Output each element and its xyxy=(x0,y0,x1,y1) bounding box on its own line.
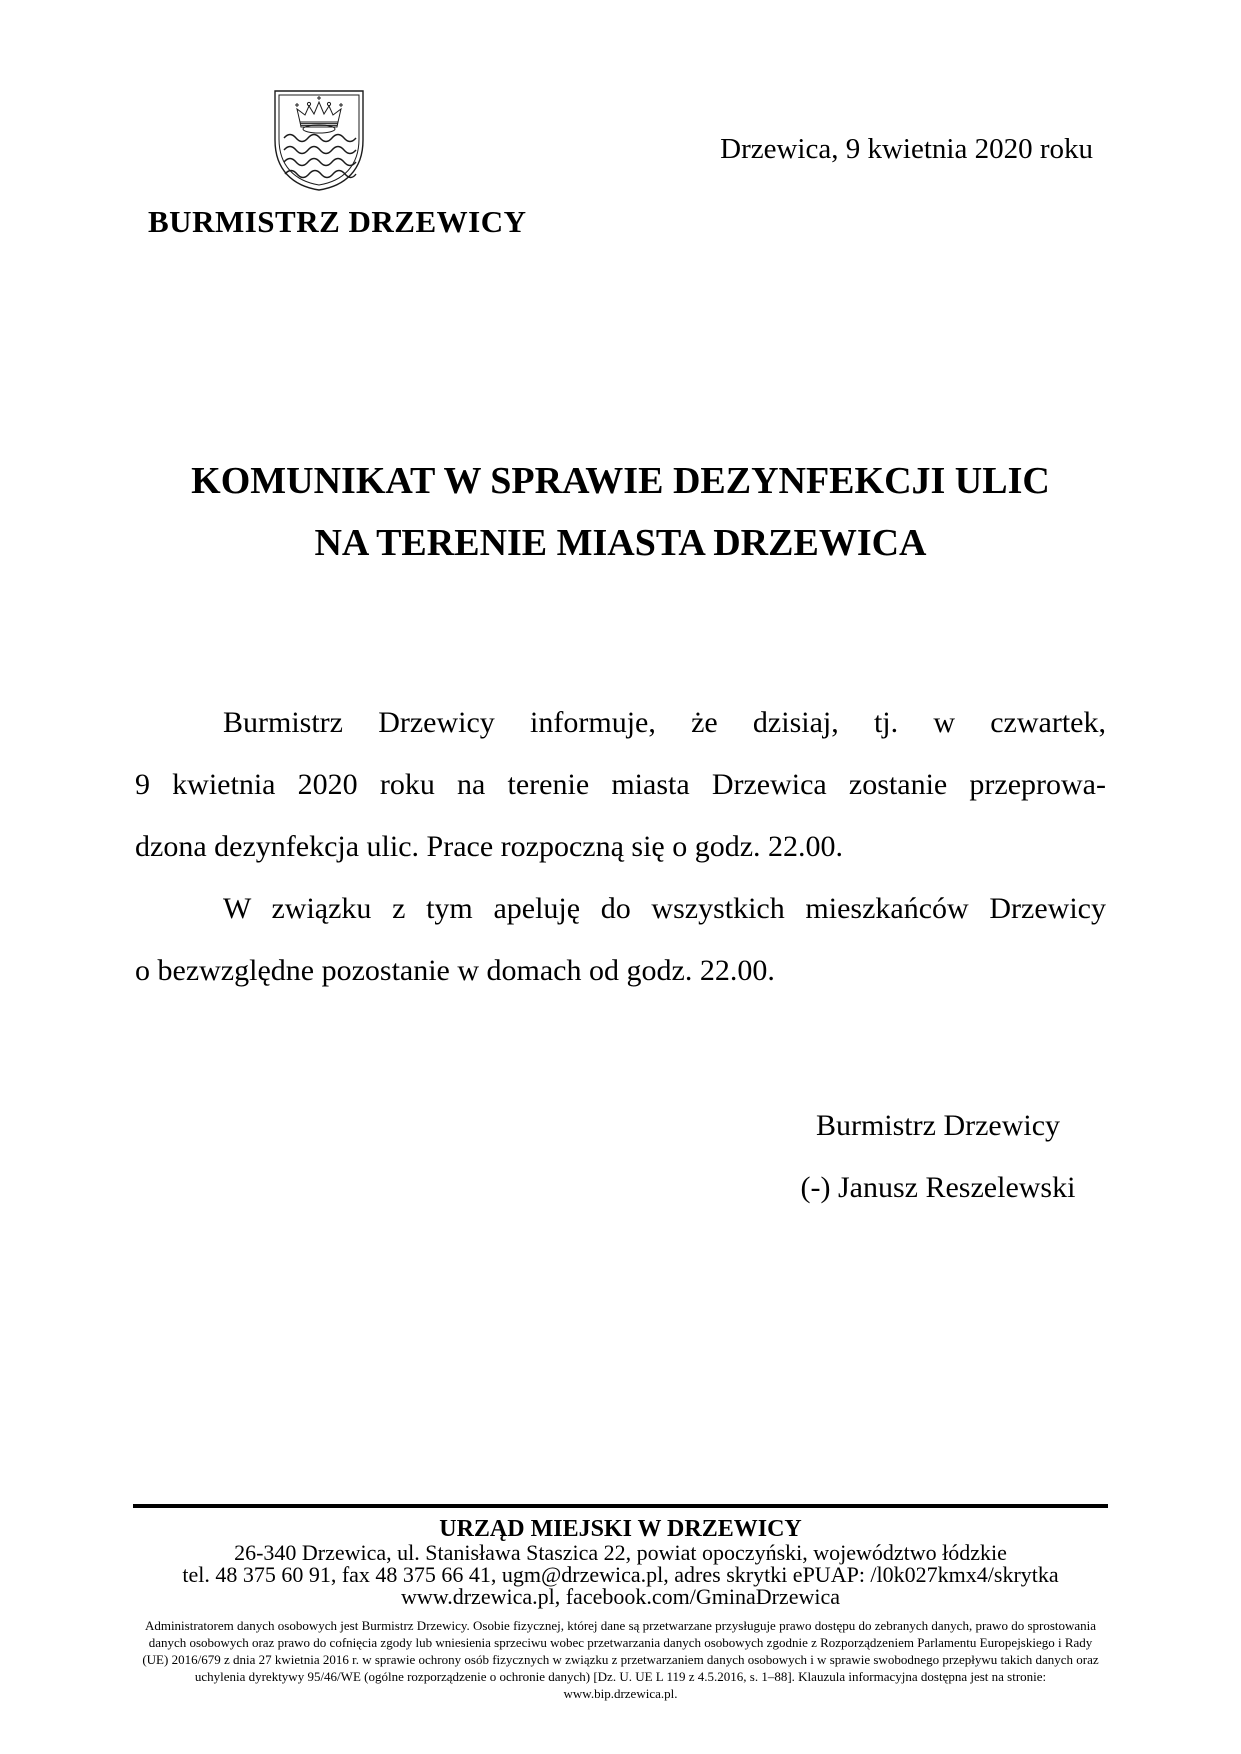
body-line: W związku z tym apeluję do wszystkich mieszkańców Drzewicy xyxy=(223,892,1106,925)
signature-block xyxy=(770,1095,1106,1219)
footer-web: www.drzewica.pl, facebook.com/GminaDrzewica xyxy=(401,1584,840,1609)
footer-divider xyxy=(133,1504,1108,1508)
body-line: o bezwzględne pozostanie w domach od godz. 22.00. xyxy=(135,954,775,987)
legal-notice: Administratorem danych osobowych jest Burmistrz Drzewicy. Osobie fizycznej, której dane są przetwarzane przysługuje prawo dostępu do zebranych danych, prawo do sprostowania danych osobowych oraz prawo do cofnięcia zgody lub wniesienia sprzeciwu wobec przetwarzania danych osobowych zgodnie z Rozporządzeniem Parlamentu Europejskiego i Rady (UE) 2016/679 z dnia 27 kwietnia 2016 r. w sprawie ochrony osób fizycznych w związku z przetwarzaniem danych osobowych i w sprawie swobodnego przepływu takich danych oraz uchylenia dyrektywy 95/46/WE (ogólne rozporządzenie o ochronie danych) [Dz. U. UE L 119 z 4.5.2016, s. 1–88]. Klauzula informacyjna dostępna jest na stronie: www.bip.drzewica.pl. xyxy=(142,1618,1099,1701)
document-title xyxy=(135,450,1106,574)
body-line: Burmistrz Drzewicy informuje, że dzisiaj, tj. w czwartek, xyxy=(223,706,1106,739)
body-paragraph-2 xyxy=(135,878,1106,1002)
body-line: 9 kwietnia 2020 roku na terenie miasta Drzewica zostanie przeprowa- xyxy=(135,768,1106,801)
footer-office-name: URZĄD MIEJSKI W DRZEWICY xyxy=(439,1516,802,1542)
document-body xyxy=(135,692,1106,1002)
dateline: Drzewica, 9 kwietnia 2020 roku xyxy=(720,133,1093,165)
footer-block xyxy=(135,1516,1106,1608)
body-paragraph-1 xyxy=(135,692,1106,878)
footer-contact: tel. 48 375 60 91, fax 48 375 66 41, ugm@drzewica.pl, adres skrytki ePUAP: /l0k027kmx4/skrytka xyxy=(182,1562,1059,1587)
coat-of-arms-icon xyxy=(272,88,366,194)
sender-name: BURMISTRZ DRZEWICY xyxy=(148,204,527,239)
signature-name: (-) Janusz Reszelewski xyxy=(800,1171,1076,1204)
title-line-2: NA TERENIE MIASTA DRZEWICA xyxy=(314,522,927,564)
footer-address: 26-340 Drzewica, ul. Stanisława Staszica 22, powiat opoczyński, województwo łódzkie xyxy=(234,1540,1007,1565)
body-line: dzona dezynfekcja ulic. Prace rozpoczną się o godz. 22.00. xyxy=(135,830,844,863)
signature-role: Burmistrz Drzewicy xyxy=(815,1109,1061,1142)
title-line-1: KOMUNIKAT W SPRAWIE DEZYNFEKCJI ULIC xyxy=(191,460,1050,502)
